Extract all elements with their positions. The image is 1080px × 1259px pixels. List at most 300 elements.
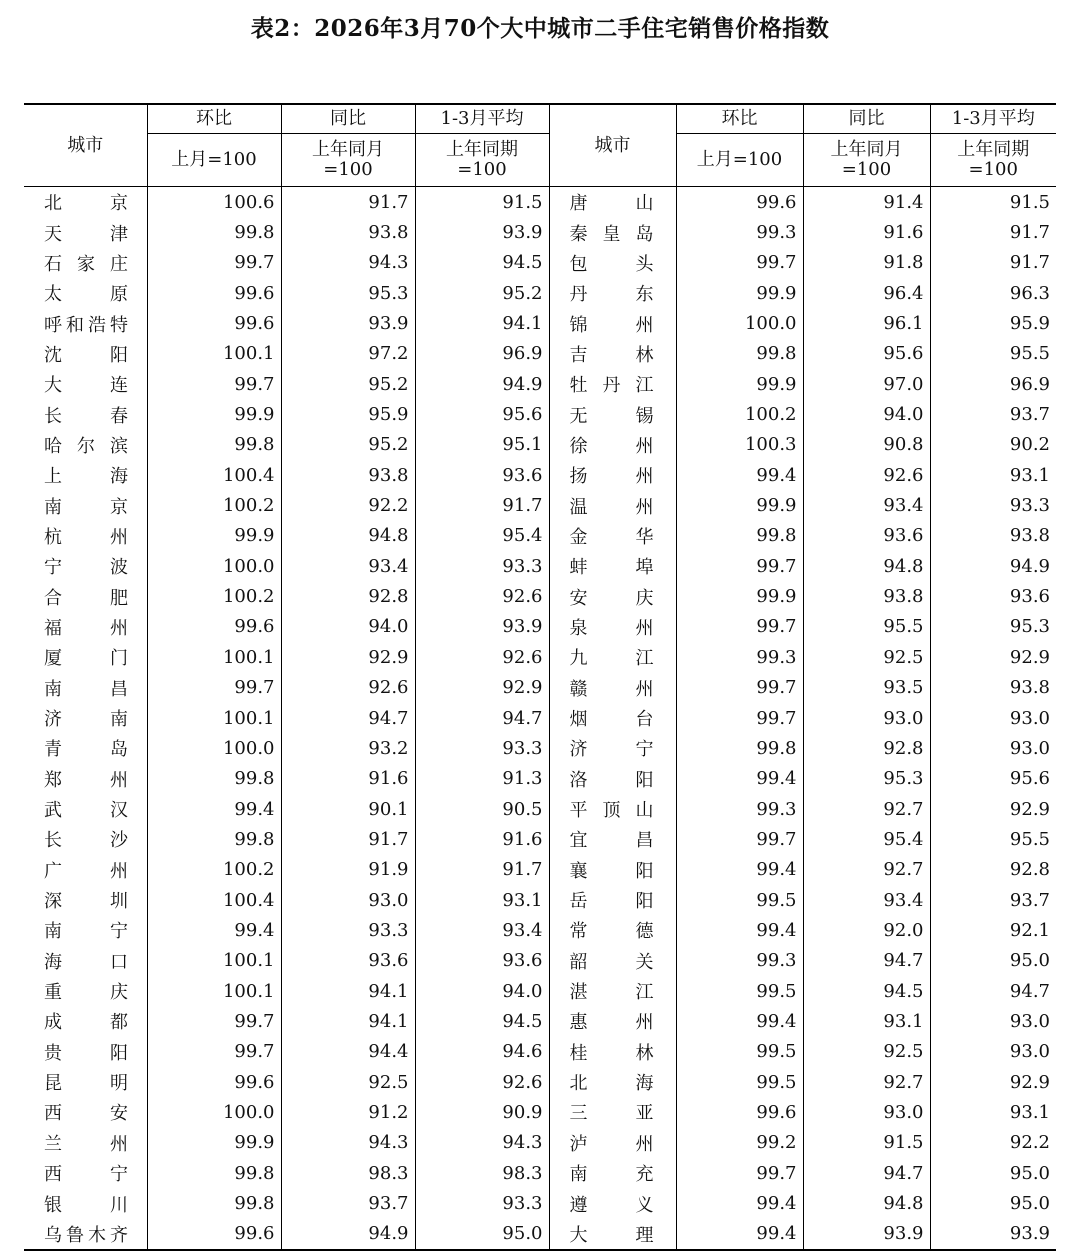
yoy-value: 93.6 (803, 521, 930, 551)
yoy-value: 93.5 (803, 673, 930, 703)
yoy-value: 93.0 (803, 703, 930, 733)
yoy-value: 93.2 (281, 733, 415, 763)
mom-value: 99.8 (147, 430, 281, 460)
city-name: 锦 州 (569, 314, 654, 336)
city-name: 唐 山 (569, 193, 654, 215)
city-cell (24, 612, 147, 642)
avg-value: 95.0 (930, 946, 1056, 976)
city-cell (24, 885, 147, 915)
mom-value: 99.4 (676, 764, 803, 794)
city-cell (549, 1037, 676, 1067)
city-name: 宁 波 (44, 557, 128, 579)
mom-value: 99.4 (676, 1219, 803, 1250)
avg-value: 93.9 (415, 217, 549, 247)
city-name: 太 原 (44, 284, 128, 306)
mom-value: 99.9 (147, 1128, 281, 1158)
yoy-value: 94.1 (281, 1006, 415, 1036)
header-city-right: 城市 (549, 104, 676, 187)
city-cell (24, 1097, 147, 1127)
yoy-value: 92.6 (803, 460, 930, 490)
city-cell (549, 581, 676, 611)
yoy-value: 92.9 (281, 642, 415, 672)
avg-value: 93.8 (930, 673, 1056, 703)
city-cell (549, 1188, 676, 1218)
table-row (24, 673, 1056, 703)
city-name: 大 连 (44, 375, 128, 397)
city-name: 上 海 (44, 466, 128, 488)
avg-value: 95.9 (930, 308, 1056, 338)
city-cell (24, 278, 147, 308)
city-name: 南 京 (44, 496, 128, 518)
avg-value: 94.0 (415, 976, 549, 1006)
city-cell (549, 794, 676, 824)
city-name: 襄 阳 (569, 860, 654, 882)
yoy-value: 90.8 (803, 430, 930, 460)
city-name: 秦 皇 岛 (569, 223, 654, 245)
city-name: 重 庆 (44, 982, 128, 1004)
mom-value: 99.7 (147, 1037, 281, 1067)
mom-value: 100.0 (147, 1097, 281, 1127)
mom-value: 99.6 (147, 278, 281, 308)
mom-value: 99.4 (676, 1006, 803, 1036)
mom-value: 99.9 (676, 581, 803, 611)
avg-value: 95.1 (415, 430, 549, 460)
city-name: 北 京 (44, 193, 128, 215)
avg-value: 91.5 (415, 187, 549, 218)
city-name: 岳 阳 (569, 891, 654, 913)
yoy-value: 94.8 (803, 551, 930, 581)
city-cell (549, 551, 676, 581)
mom-value: 99.6 (147, 308, 281, 338)
table-row (24, 369, 1056, 399)
city-cell (24, 581, 147, 611)
table-row (24, 855, 1056, 885)
yoy-value: 93.1 (803, 1006, 930, 1036)
yoy-value: 94.7 (803, 1158, 930, 1188)
city-cell (549, 521, 676, 551)
table-body (24, 187, 1056, 1251)
avg-value: 93.1 (415, 885, 549, 915)
header-mom-right: 环比 (676, 104, 803, 134)
avg-value: 95.0 (415, 1219, 549, 1250)
avg-value: 93.3 (415, 733, 549, 763)
city-cell (24, 399, 147, 429)
yoy-value: 93.8 (803, 581, 930, 611)
city-name: 包 头 (569, 253, 654, 275)
city-cell (549, 885, 676, 915)
mom-value: 99.6 (147, 1067, 281, 1097)
mom-value: 99.5 (676, 976, 803, 1006)
city-name: 无 锡 (569, 405, 654, 427)
mom-value: 99.9 (676, 369, 803, 399)
mom-value: 99.8 (147, 1158, 281, 1188)
mom-value: 100.6 (147, 187, 281, 218)
city-cell (24, 946, 147, 976)
city-cell (549, 187, 676, 218)
avg-value: 92.9 (930, 1067, 1056, 1097)
city-name: 天 津 (44, 223, 128, 245)
yoy-value: 91.7 (281, 187, 415, 218)
city-cell (549, 399, 676, 429)
city-name: 济 宁 (569, 739, 654, 761)
yoy-value: 91.9 (281, 855, 415, 885)
city-name: 遵 义 (569, 1194, 654, 1216)
table-row (24, 1188, 1056, 1218)
mom-value: 99.7 (676, 612, 803, 642)
yoy-value: 92.7 (803, 794, 930, 824)
avg-value: 91.7 (415, 855, 549, 885)
mom-value: 100.1 (147, 642, 281, 672)
city-name: 南 宁 (44, 921, 128, 943)
city-name: 洛 阳 (569, 769, 654, 791)
header-yoy-base-right: 上年同月 =100 (803, 134, 930, 187)
yoy-value: 94.0 (803, 399, 930, 429)
mom-value: 99.7 (676, 1158, 803, 1188)
city-cell (24, 217, 147, 247)
header-avg-right: 1-3月平均 (930, 104, 1056, 134)
avg-value: 94.7 (415, 703, 549, 733)
table-row (24, 581, 1056, 611)
yoy-value: 95.3 (803, 764, 930, 794)
mom-value: 99.8 (147, 764, 281, 794)
table-row (24, 1037, 1056, 1067)
avg-value: 93.0 (930, 703, 1056, 733)
city-name: 西 安 (44, 1103, 128, 1125)
city-cell (24, 460, 147, 490)
city-name: 长 春 (44, 405, 128, 427)
mom-value: 99.4 (676, 855, 803, 885)
avg-value: 90.2 (930, 430, 1056, 460)
table-row (24, 1097, 1056, 1127)
city-name: 湛 江 (569, 982, 654, 1004)
avg-value: 94.1 (415, 308, 549, 338)
yoy-value: 91.5 (803, 1128, 930, 1158)
mom-value: 99.5 (676, 1037, 803, 1067)
mom-value: 100.3 (676, 430, 803, 460)
mom-value: 99.8 (147, 824, 281, 854)
city-cell (24, 642, 147, 672)
city-name: 长 沙 (44, 830, 128, 852)
yoy-value: 94.1 (281, 976, 415, 1006)
mom-value: 99.7 (676, 551, 803, 581)
city-cell (24, 703, 147, 733)
avg-value: 91.3 (415, 764, 549, 794)
city-cell (549, 1067, 676, 1097)
yoy-value: 92.7 (803, 855, 930, 885)
table-title: 表2：2026年3月70个大中城市二手住宅销售价格指数 (250, 15, 830, 42)
yoy-value: 95.4 (803, 824, 930, 854)
mom-value: 99.6 (147, 612, 281, 642)
mom-value: 99.4 (676, 1188, 803, 1218)
mom-value: 99.6 (147, 1219, 281, 1250)
city-cell (549, 1006, 676, 1036)
yoy-value: 95.6 (803, 339, 930, 369)
city-cell (549, 430, 676, 460)
city-cell (24, 1128, 147, 1158)
city-name: 呼 和 浩 特 (44, 314, 128, 336)
table-row (24, 642, 1056, 672)
yoy-value: 92.5 (803, 1037, 930, 1067)
table-row (24, 399, 1056, 429)
yoy-value: 93.4 (281, 551, 415, 581)
mom-value: 99.3 (676, 217, 803, 247)
table-row (24, 1128, 1056, 1158)
yoy-value: 95.5 (803, 612, 930, 642)
avg-value: 92.9 (415, 673, 549, 703)
mom-value: 100.2 (676, 399, 803, 429)
mom-value: 99.3 (676, 946, 803, 976)
mom-value: 99.5 (676, 885, 803, 915)
yoy-value: 95.3 (281, 278, 415, 308)
avg-value: 94.5 (415, 248, 549, 278)
city-cell (24, 733, 147, 763)
avg-value: 93.0 (930, 1037, 1056, 1067)
mom-value: 100.4 (147, 885, 281, 915)
yoy-value: 97.2 (281, 339, 415, 369)
yoy-value: 96.4 (803, 278, 930, 308)
city-name: 南 充 (569, 1164, 654, 1186)
mom-value: 99.3 (676, 642, 803, 672)
mom-value: 100.2 (147, 855, 281, 885)
mom-value: 99.6 (676, 187, 803, 218)
city-cell (549, 248, 676, 278)
mom-value: 100.0 (676, 308, 803, 338)
yoy-value: 94.3 (281, 248, 415, 278)
table-row (24, 733, 1056, 763)
city-cell (24, 1158, 147, 1188)
price-index-table (24, 103, 1056, 1251)
yoy-value: 90.1 (281, 794, 415, 824)
yoy-value: 91.4 (803, 187, 930, 218)
city-cell (24, 764, 147, 794)
table-row (24, 1219, 1056, 1250)
yoy-value: 94.7 (281, 703, 415, 733)
city-name: 沈 阳 (44, 344, 128, 366)
header-mom-base-right: 上月=100 (676, 134, 803, 187)
yoy-value: 94.0 (281, 612, 415, 642)
city-cell (24, 1006, 147, 1036)
city-name: 银 川 (44, 1194, 128, 1216)
yoy-value: 96.1 (803, 308, 930, 338)
city-name: 徐 州 (569, 435, 654, 457)
city-cell (24, 1067, 147, 1097)
yoy-value: 93.4 (803, 885, 930, 915)
city-cell (549, 217, 676, 247)
avg-value: 93.6 (930, 581, 1056, 611)
avg-value: 92.6 (415, 581, 549, 611)
avg-value: 93.9 (930, 1219, 1056, 1250)
city-cell (24, 1037, 147, 1067)
city-cell (549, 733, 676, 763)
city-name: 金 华 (569, 526, 654, 548)
yoy-value: 94.4 (281, 1037, 415, 1067)
avg-value: 95.6 (415, 399, 549, 429)
table-row (24, 460, 1056, 490)
mom-value: 99.9 (147, 521, 281, 551)
mom-value: 99.2 (676, 1128, 803, 1158)
yoy-value: 93.7 (281, 1188, 415, 1218)
city-name: 成 都 (44, 1012, 128, 1034)
yoy-value: 91.7 (281, 824, 415, 854)
table-row (24, 824, 1056, 854)
city-cell (549, 673, 676, 703)
mom-value: 99.3 (676, 794, 803, 824)
avg-value: 93.4 (415, 915, 549, 945)
avg-value: 92.9 (930, 642, 1056, 672)
city-name: 蚌 埠 (569, 557, 654, 579)
yoy-value: 95.2 (281, 369, 415, 399)
table-row (24, 1158, 1056, 1188)
city-cell (24, 369, 147, 399)
city-cell (24, 673, 147, 703)
avg-value: 95.0 (930, 1188, 1056, 1218)
table-row (24, 1006, 1056, 1036)
mom-value: 99.7 (147, 673, 281, 703)
yoy-value: 93.9 (803, 1219, 930, 1250)
mom-value: 99.6 (676, 1097, 803, 1127)
table-row (24, 308, 1056, 338)
avg-value: 93.6 (415, 460, 549, 490)
city-name: 兰 州 (44, 1133, 128, 1155)
city-cell (549, 855, 676, 885)
city-cell (24, 248, 147, 278)
city-name: 乌 鲁 木 齐 (44, 1224, 128, 1246)
mom-value: 99.7 (147, 248, 281, 278)
yoy-value: 94.9 (281, 1219, 415, 1250)
avg-value: 90.9 (415, 1097, 549, 1127)
header-yoy-right: 同比 (803, 104, 930, 134)
table-row (24, 430, 1056, 460)
table-row (24, 1067, 1056, 1097)
table-row (24, 551, 1056, 581)
city-name: 温 州 (569, 496, 654, 518)
mom-value: 99.7 (147, 369, 281, 399)
yoy-value: 91.6 (281, 764, 415, 794)
city-name: 三 亚 (569, 1103, 654, 1125)
avg-value: 91.5 (930, 187, 1056, 218)
city-name: 杭 州 (44, 526, 128, 548)
avg-value: 93.1 (930, 1097, 1056, 1127)
avg-value: 93.3 (415, 551, 549, 581)
yoy-value: 97.0 (803, 369, 930, 399)
city-name: 福 州 (44, 617, 128, 639)
city-name: 丹 东 (569, 284, 654, 306)
table-row (24, 946, 1056, 976)
city-name: 南 昌 (44, 678, 128, 700)
mom-value: 100.2 (147, 490, 281, 520)
avg-value: 95.4 (415, 521, 549, 551)
city-name: 深 圳 (44, 891, 128, 913)
city-cell (24, 521, 147, 551)
city-cell (549, 339, 676, 369)
avg-value: 91.7 (415, 490, 549, 520)
city-cell (24, 551, 147, 581)
avg-value: 93.0 (930, 733, 1056, 763)
yoy-value: 93.0 (281, 885, 415, 915)
city-name: 宜 昌 (569, 830, 654, 852)
city-name: 海 口 (44, 951, 128, 973)
city-cell (24, 1188, 147, 1218)
mom-value: 99.4 (147, 794, 281, 824)
city-cell (549, 1158, 676, 1188)
mom-value: 99.8 (147, 217, 281, 247)
city-cell (24, 1219, 147, 1250)
mom-value: 99.9 (676, 490, 803, 520)
city-cell (549, 308, 676, 338)
table-row (24, 248, 1056, 278)
mom-value: 99.7 (676, 673, 803, 703)
avg-value: 92.9 (930, 794, 1056, 824)
avg-value: 93.6 (415, 946, 549, 976)
mom-value: 99.9 (147, 399, 281, 429)
avg-value: 95.5 (930, 339, 1056, 369)
avg-value: 92.2 (930, 1128, 1056, 1158)
mom-value: 100.1 (147, 946, 281, 976)
yoy-value: 92.7 (803, 1067, 930, 1097)
city-name: 西 宁 (44, 1164, 128, 1186)
mom-value: 99.8 (676, 339, 803, 369)
yoy-value: 91.2 (281, 1097, 415, 1127)
mom-value: 99.8 (676, 733, 803, 763)
avg-value: 91.7 (930, 217, 1056, 247)
city-name: 郑 州 (44, 769, 128, 791)
yoy-value: 92.0 (803, 915, 930, 945)
header-yoy-left: 同比 (281, 104, 415, 134)
yoy-value: 94.3 (281, 1128, 415, 1158)
avg-value: 93.0 (930, 1006, 1056, 1036)
yoy-value: 95.9 (281, 399, 415, 429)
city-name: 泸 州 (569, 1133, 654, 1155)
yoy-value: 94.8 (281, 521, 415, 551)
table-row (24, 339, 1056, 369)
city-name: 桂 林 (569, 1042, 654, 1064)
city-name: 厦 门 (44, 648, 128, 670)
avg-value: 95.3 (930, 612, 1056, 642)
yoy-value: 98.3 (281, 1158, 415, 1188)
city-name: 平 顶 山 (569, 800, 654, 822)
yoy-value: 92.5 (803, 642, 930, 672)
city-cell (24, 794, 147, 824)
avg-value: 94.5 (415, 1006, 549, 1036)
avg-value: 92.6 (415, 642, 549, 672)
city-name: 青 岛 (44, 739, 128, 761)
table-row (24, 794, 1056, 824)
avg-value: 93.7 (930, 885, 1056, 915)
mom-value: 99.7 (147, 1006, 281, 1036)
city-name: 烟 台 (569, 709, 654, 731)
city-cell (24, 976, 147, 1006)
city-cell (549, 946, 676, 976)
city-cell (549, 824, 676, 854)
avg-value: 93.1 (930, 460, 1056, 490)
mom-value: 99.9 (676, 278, 803, 308)
avg-value: 95.5 (930, 824, 1056, 854)
table-row (24, 187, 1056, 218)
city-cell (24, 430, 147, 460)
city-name: 哈 尔 滨 (44, 435, 128, 457)
mom-value: 99.4 (147, 915, 281, 945)
mom-value: 100.1 (147, 339, 281, 369)
header-yoy-base-left: 上年同月 =100 (281, 134, 415, 187)
avg-value: 95.0 (930, 1158, 1056, 1188)
mom-value: 99.4 (676, 915, 803, 945)
yoy-value: 93.4 (803, 490, 930, 520)
avg-value: 98.3 (415, 1158, 549, 1188)
mom-value: 99.7 (676, 248, 803, 278)
avg-value: 96.3 (930, 278, 1056, 308)
city-cell (549, 703, 676, 733)
city-name: 武 汉 (44, 800, 128, 822)
